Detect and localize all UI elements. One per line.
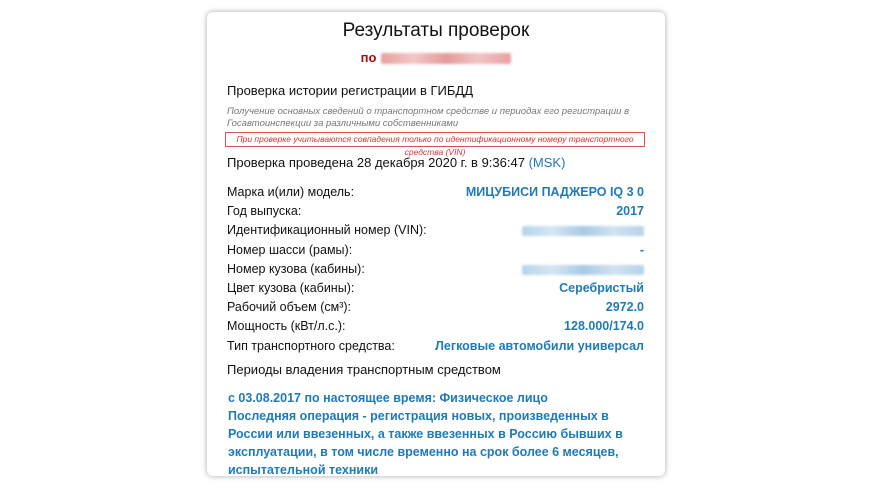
row-value: - xyxy=(639,242,644,257)
row-value-masked xyxy=(522,226,644,236)
masked-vin xyxy=(381,53,511,64)
check-timestamp-text: Проверка проведена 28 декабря 2020 г. в 9:36:47 xyxy=(227,155,525,170)
row-value: 128.000/174.0 xyxy=(564,319,644,334)
row-label: Мощность (кВт/л.с.): xyxy=(227,319,346,334)
gibdd-section-title: Проверка истории регистрации в ГИБДД xyxy=(227,83,474,98)
row-label: Идентификационный номер (VIN): xyxy=(227,223,427,238)
row-label: Рабочий объем (см³): xyxy=(227,300,351,315)
period-last-operation: Последняя операция - регистрация новых, произведенных в России или ввезенных, а также ввезенных в Россию бывших в эксплуатации, в том числе временно на срок более 6 месяцев, испытательной техники xyxy=(228,409,623,476)
results-card xyxy=(207,12,665,476)
row-value: Легковые автомобили универсал xyxy=(435,338,644,353)
timezone-label: (MSK) xyxy=(528,155,566,170)
row-value: 2017 xyxy=(616,204,644,219)
ownership-periods-title: Периоды владения транспортным средством xyxy=(227,362,501,377)
vehicle-row-chassis xyxy=(227,241,644,260)
row-label: Год выпуска: xyxy=(227,204,302,219)
vehicle-row-volume xyxy=(227,298,644,317)
row-label: Номер шасси (рамы): xyxy=(227,242,353,257)
vehicle-row-model xyxy=(227,183,644,202)
vehicle-row-power xyxy=(227,317,644,336)
row-value: МИЦУБИСИ ПАДЖЕРО IQ 3 0 xyxy=(465,185,644,199)
vehicle-row-vin xyxy=(227,221,644,240)
vehicle-row-color xyxy=(227,279,644,298)
period-range: с 03.08.2017 по настоящее время: Физическое лицо xyxy=(228,391,548,405)
vehicle-info-table xyxy=(227,183,644,356)
check-timestamp xyxy=(227,155,565,170)
vin-warning: При проверке учитываются совпадения только по идентификационному номеру транспортного средства (VIN) xyxy=(225,132,645,147)
row-value-masked xyxy=(522,265,644,275)
row-value: 2972.0 xyxy=(605,300,644,315)
row-label: Тип транспортного средства: xyxy=(227,338,395,353)
row-label: Цвет кузова (кабины): xyxy=(227,280,355,295)
subtitle-prefix: по xyxy=(360,50,377,65)
vehicle-row-type xyxy=(227,337,644,356)
vehicle-row-year xyxy=(227,202,644,221)
row-label: Марка и(или) модель: xyxy=(227,185,355,199)
section-description: Получение основных сведений о транспортном средстве и периодах его регистрации в Госавтоинспекции за различными собственниками xyxy=(227,106,630,129)
row-value: Серебристый xyxy=(559,280,644,295)
page-title: Результаты проверок xyxy=(342,20,530,41)
row-label: Номер кузова (кабины): xyxy=(227,261,365,276)
vehicle-id-subtitle xyxy=(207,50,665,65)
vehicle-row-body xyxy=(227,260,644,279)
ownership-periods xyxy=(228,389,648,476)
